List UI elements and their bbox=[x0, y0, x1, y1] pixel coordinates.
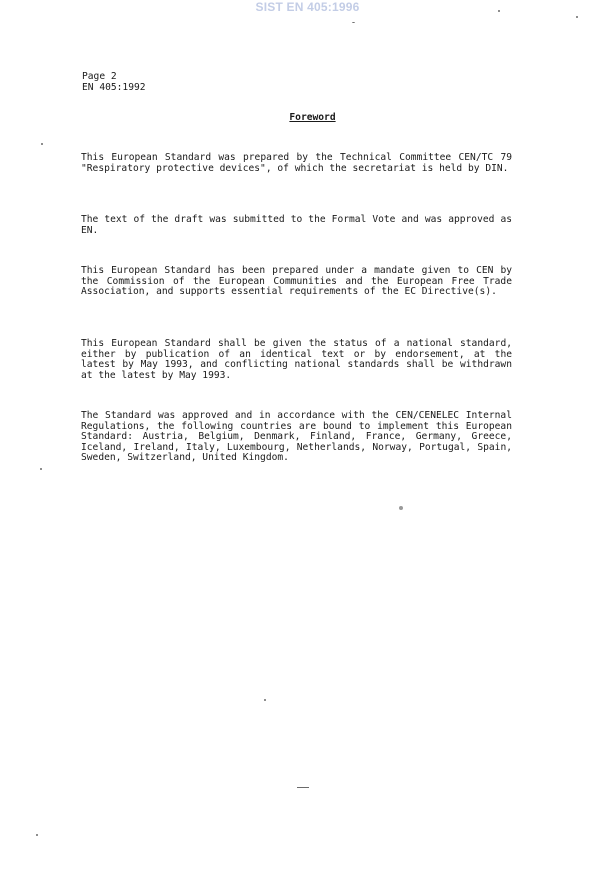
page-number: Page 2 bbox=[82, 71, 117, 82]
scan-speck bbox=[264, 699, 266, 701]
scan-speck bbox=[352, 22, 355, 23]
paragraph-countries: The Standard was approved and in accordance with the CEN/CENELEC Internal Regulations, the following countries are bound to implement this European Standard: Austria, Belgium, Denmark, Finland, France, Germany, Greece, Iceland, Ireland, Italy, Luxembourg, Netherlands, Norway, Portugal, Spain, Sweden, Switzerland, United Kingdom. bbox=[81, 410, 512, 464]
paragraph-committee: This European Standard was prepared by the Technical Committee CEN/TC 79 "Respiratory protective devices", of which the secretariat is held by DIN. bbox=[81, 152, 512, 174]
page-header bbox=[82, 71, 146, 93]
section-title: Foreword bbox=[289, 112, 336, 123]
document-id: EN 405:1992 bbox=[82, 82, 146, 93]
paragraph-mandate: This European Standard has been prepared under a mandate given to CEN by the Commission of the European Communities and the European Free Trade Association, and supports essential requirements of the EC Directive(s). bbox=[81, 265, 512, 298]
scan-speck bbox=[498, 10, 500, 12]
scan-speck bbox=[41, 143, 43, 145]
paragraph-national-status: This European Standard shall be given the status of a national standard, either by publication of an identical text or by endorsement, at the latest by May 1993, and conflicting national standards shall be withdrawn at the latest by May 1993. bbox=[81, 338, 512, 381]
watermark-text: SIST EN 405:1996 bbox=[255, 0, 360, 14]
scan-speck bbox=[40, 468, 42, 470]
scan-speck bbox=[297, 787, 309, 788]
scan-speck bbox=[36, 834, 38, 836]
scan-speck bbox=[576, 16, 578, 18]
scan-speck bbox=[399, 506, 403, 510]
paragraph-formal-vote: The text of the draft was submitted to the Formal Vote and was approved as EN. bbox=[81, 214, 512, 236]
